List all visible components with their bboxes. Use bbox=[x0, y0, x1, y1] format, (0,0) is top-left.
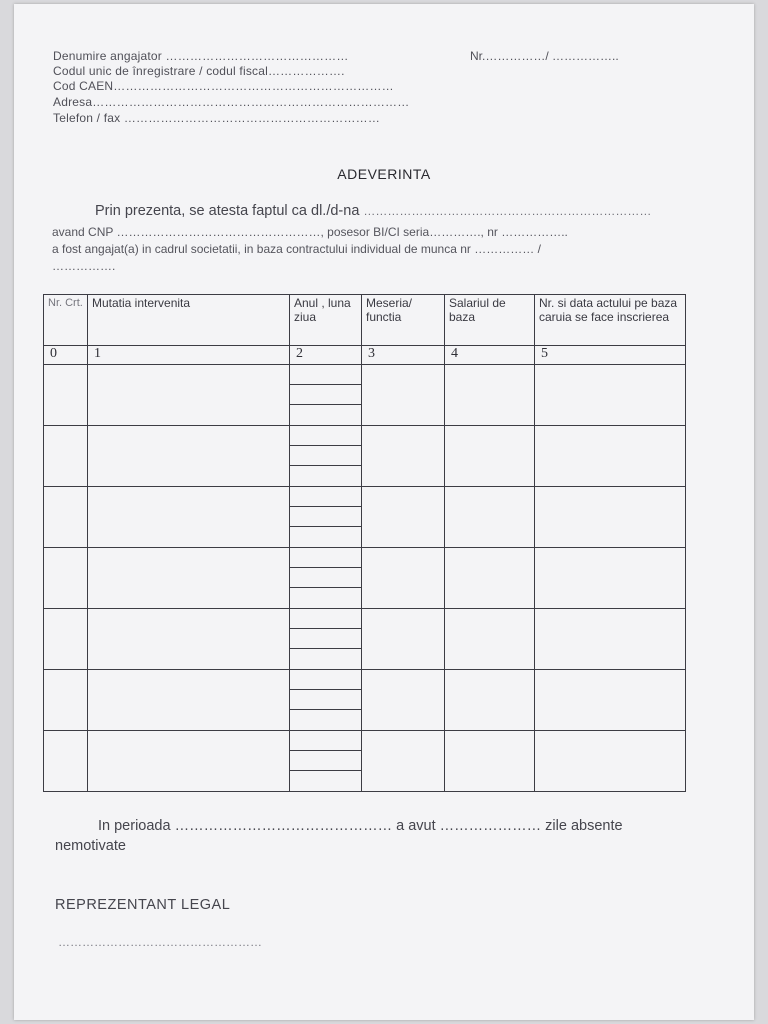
registration-number-field: Nr.……………/ …………….. bbox=[470, 49, 619, 63]
header-position: Meseria/ functia bbox=[362, 295, 445, 346]
col-number: 2 bbox=[290, 346, 362, 365]
date-subcell bbox=[290, 609, 361, 629]
table-cell bbox=[535, 487, 686, 548]
table-cell bbox=[362, 609, 445, 670]
table-cell bbox=[445, 548, 535, 609]
table-cell bbox=[290, 365, 362, 426]
table-cell bbox=[445, 365, 535, 426]
signature-line: …………………………………………… bbox=[58, 935, 262, 949]
table-row bbox=[44, 426, 686, 487]
date-subcell bbox=[290, 385, 361, 405]
table-cell bbox=[290, 426, 362, 487]
cnp-line: avand CNP ……………………………………………, posesor BI/CI seria…………., nr …………….. bbox=[52, 225, 568, 239]
header-date: Anul , luna ziua bbox=[290, 295, 362, 346]
date-subcell bbox=[290, 365, 361, 385]
table-cell bbox=[362, 731, 445, 792]
table-cell bbox=[44, 487, 88, 548]
col-number: 5 bbox=[535, 346, 686, 365]
table-cell bbox=[535, 548, 686, 609]
employer-name-field: Denumire angajator ……………………………………… bbox=[53, 49, 349, 63]
table-header-row bbox=[44, 295, 686, 346]
table-cell bbox=[290, 731, 362, 792]
table-cell bbox=[445, 670, 535, 731]
date-subcell bbox=[290, 426, 361, 446]
col-number: 3 bbox=[362, 346, 445, 365]
date-subcell bbox=[290, 629, 361, 649]
absence-period-line-continued: nemotivate bbox=[55, 838, 126, 854]
table-cell bbox=[88, 731, 290, 792]
date-subcell bbox=[290, 507, 361, 527]
header-mutation: Mutatia intervenita bbox=[88, 295, 290, 346]
table-cell bbox=[445, 426, 535, 487]
table-cell bbox=[362, 426, 445, 487]
contract-line: a fost angajat(a) in cadrul societatii, in baza contractului individual de munca nr …………… / bbox=[52, 242, 541, 256]
date-subcell bbox=[290, 670, 361, 690]
table-row bbox=[44, 609, 686, 670]
table-cell bbox=[535, 426, 686, 487]
document-title: ADEVERINTA bbox=[337, 166, 431, 182]
table-cell bbox=[44, 609, 88, 670]
table-cell bbox=[535, 609, 686, 670]
table-cell bbox=[362, 548, 445, 609]
date-subcell bbox=[290, 446, 361, 466]
table-cell bbox=[44, 670, 88, 731]
table-cell bbox=[362, 670, 445, 731]
date-subcell bbox=[290, 771, 361, 791]
table-cell bbox=[290, 548, 362, 609]
date-subcell bbox=[290, 690, 361, 710]
col-number: 1 bbox=[88, 346, 290, 365]
table-cell bbox=[362, 487, 445, 548]
intro-text: Prin prezenta, se atesta faptul ca dl./d-na bbox=[95, 203, 360, 219]
table-cell bbox=[88, 365, 290, 426]
date-subcell bbox=[290, 710, 361, 730]
address-field: Adresa…………………………………………………………………… bbox=[53, 95, 410, 109]
mutations-table bbox=[43, 294, 686, 792]
fiscal-code-field: Codul unic de înregistrare / codul fiscal………………. bbox=[53, 64, 345, 78]
table-cell bbox=[290, 670, 362, 731]
date-subcell bbox=[290, 751, 361, 771]
column-number-row bbox=[44, 346, 686, 365]
date-subcell bbox=[290, 487, 361, 507]
contract-line-continued: ……………. bbox=[52, 259, 116, 273]
date-subcell bbox=[290, 548, 361, 568]
table-cell bbox=[88, 487, 290, 548]
header-nr-crt: Nr. Crt. bbox=[44, 295, 88, 346]
table-cell bbox=[535, 365, 686, 426]
intro-paragraph bbox=[95, 203, 651, 219]
table-cell bbox=[44, 731, 88, 792]
date-subcell bbox=[290, 588, 361, 608]
absence-period-line: In perioada ……………………………………… a avut ………………… zile absente bbox=[98, 818, 623, 834]
table-cell bbox=[88, 426, 290, 487]
table-row bbox=[44, 487, 686, 548]
table-cell bbox=[445, 731, 535, 792]
table-cell bbox=[88, 670, 290, 731]
table-row bbox=[44, 670, 686, 731]
date-subcell bbox=[290, 466, 361, 486]
table-row bbox=[44, 731, 686, 792]
phone-fax-field: Telefon / fax ……………………………………………………… bbox=[53, 111, 381, 125]
intro-dots: ……………………………………………………………… bbox=[363, 204, 652, 218]
table-cell bbox=[535, 670, 686, 731]
table-cell bbox=[445, 609, 535, 670]
date-subcell bbox=[290, 527, 361, 547]
date-subcell bbox=[290, 731, 361, 751]
table-cell bbox=[362, 365, 445, 426]
date-subcell bbox=[290, 649, 361, 669]
table-cell bbox=[88, 548, 290, 609]
caen-code-field: Cod CAEN…………………………………………………………… bbox=[53, 79, 394, 93]
col-number: 0 bbox=[44, 346, 88, 365]
date-subcell bbox=[290, 405, 361, 425]
date-subcell bbox=[290, 568, 361, 588]
header-act: Nr. si data actului pe baza caruia se face inscrierea bbox=[535, 295, 686, 346]
col-number: 4 bbox=[445, 346, 535, 365]
table-cell bbox=[535, 731, 686, 792]
table-cell bbox=[290, 487, 362, 548]
header-salary: Salariul de baza bbox=[445, 295, 535, 346]
table-cell bbox=[88, 609, 290, 670]
table-row bbox=[44, 365, 686, 426]
table-cell bbox=[44, 365, 88, 426]
table-cell bbox=[44, 548, 88, 609]
table-cell bbox=[44, 426, 88, 487]
table-cell bbox=[445, 487, 535, 548]
table-cell bbox=[290, 609, 362, 670]
legal-representative-label: REPREZENTANT LEGAL bbox=[55, 897, 231, 913]
table-row bbox=[44, 548, 686, 609]
